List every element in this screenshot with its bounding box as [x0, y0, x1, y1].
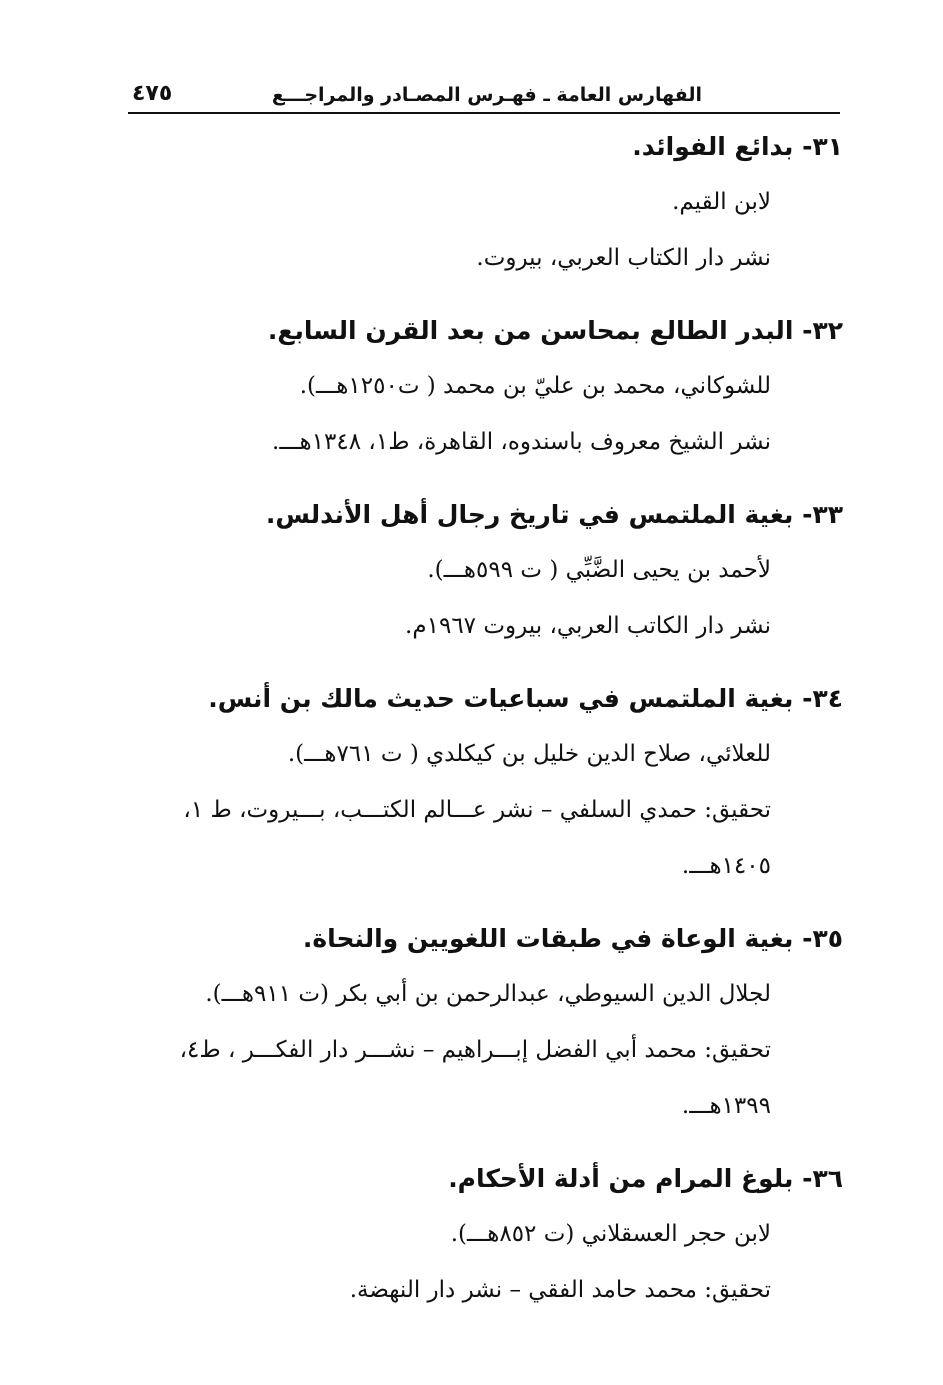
entry-publisher: تحقيق: حمدي السلفي – نشر عـــالم الكتـــب، بـــيروت، ط ١، ١٤٠٥هـــ. [183, 797, 771, 879]
entry-author: لابن حجر العسقلاني (ت ٨٥٢هـــ). [450, 1221, 771, 1247]
bibliography-entry-34 [128, 672, 843, 894]
entry-publisher: تحقيق: محمد أبي الفضل إبـــراهيم – نشـــر دار الفكـــر ، ط٤، ١٣٩٩هـــ. [179, 1037, 771, 1119]
bibliography-list [128, 120, 843, 1318]
entry-publisher: نشر دار الكاتب العربي، بيروت ١٩٦٧م. [405, 613, 771, 639]
bibliography-entry-32 [128, 304, 843, 470]
entry-author: لأحمد بن يحيى الضَّبِّي ( ت ٥٩٩هـــ). [427, 557, 771, 583]
entry-author: للعلائي، صلاح الدين خليل بن كيكلدي ( ت ٧٦١هـــ). [287, 741, 771, 767]
page-header [128, 68, 840, 114]
entry-publisher: تحقيق: محمد حامد الفقي – نشر دار النهضة. [349, 1277, 771, 1303]
bibliography-entry-33 [128, 488, 843, 654]
entry-title: ٣٤- بغية الملتمس في سباعيات حديث مالك بن أنس. [208, 684, 843, 713]
entry-title: ٣٦- بلوغ المرام من أدلة الأحكام. [448, 1164, 843, 1193]
entry-author: للشوكاني، محمد بن عليّ بن محمد ( ت١٢٥٠هـــ). [299, 373, 771, 399]
bibliography-entry-31 [128, 120, 843, 286]
page-number: ٤٧٥ [132, 81, 173, 106]
running-title: الفهارس العامة ـ فهـرس المصـادر والمراجـــع [271, 84, 702, 106]
entry-author: لجلال الدين السيوطي، عبدالرحمن بن أبي بكر (ت ٩١١هـــ). [205, 981, 771, 1007]
entry-publisher: نشر دار الكتاب العربي، بيروت. [476, 245, 771, 271]
bibliography-entry-36 [128, 1152, 843, 1318]
entry-title: ٣٢- البدر الطالع بمحاسن من بعد القرن السابع. [267, 316, 843, 345]
entry-title: ٣١- بدائع الفوائد. [632, 132, 843, 161]
entry-publisher: نشر الشيخ معروف باسندوه، القاهرة، ط١، ١٣٤٨هـــ. [272, 429, 771, 455]
entry-title: ٣٥- بغية الوعاة في طبقات اللغويين والنحاة. [302, 924, 843, 953]
entry-author: لابن القيم. [672, 189, 771, 215]
entry-title: ٣٣- بغية الملتمس في تاريخ رجال أهل الأندلس. [265, 500, 843, 529]
bibliography-entry-35 [128, 912, 843, 1134]
